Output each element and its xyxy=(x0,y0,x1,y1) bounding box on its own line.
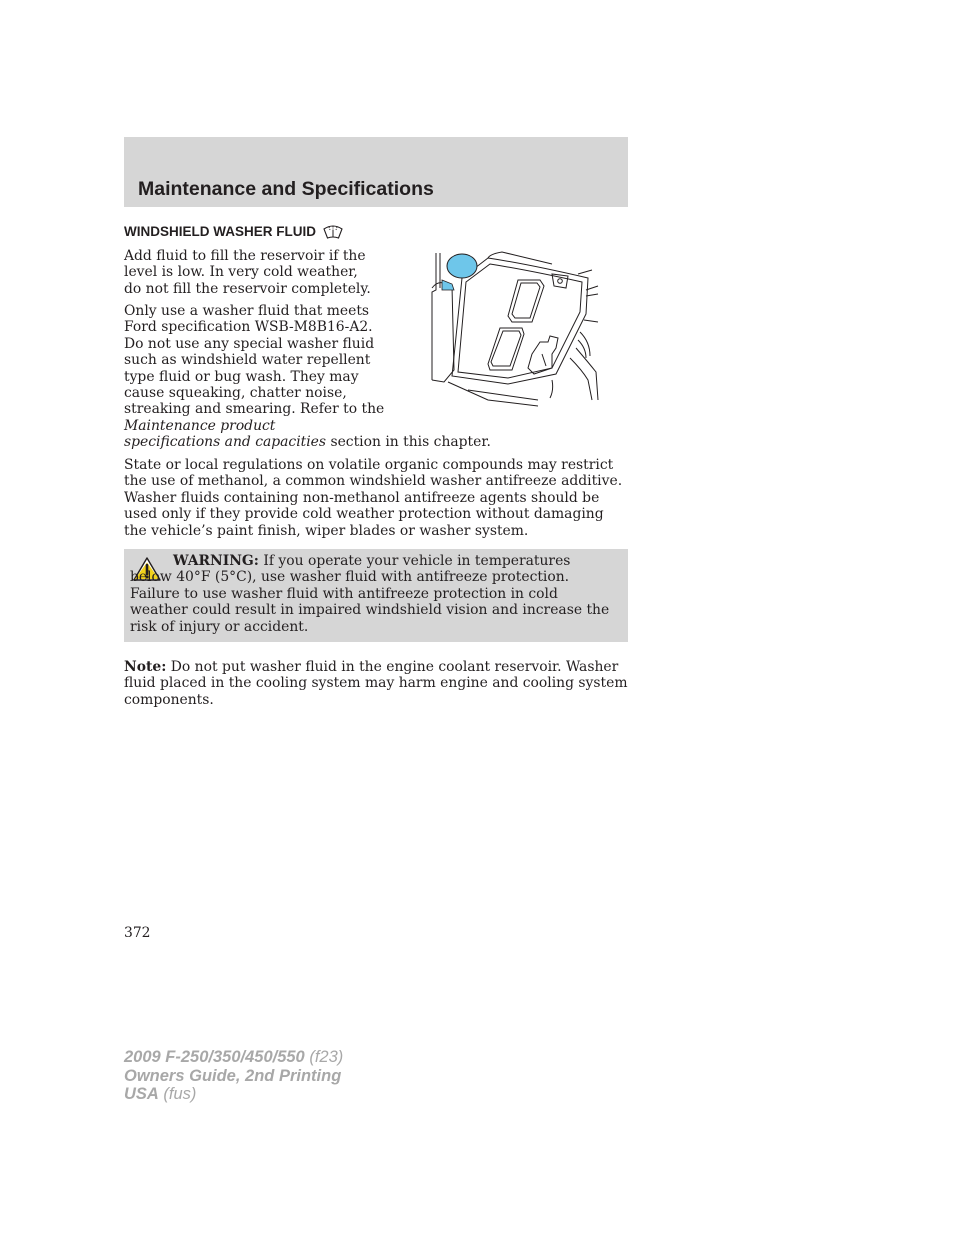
section-heading-text: WINDSHIELD WASHER FLUID xyxy=(124,223,316,239)
page-number: 372 xyxy=(124,925,151,941)
warning-box xyxy=(124,549,628,642)
page-title: Maintenance and Specifications xyxy=(138,178,434,200)
section-heading xyxy=(124,221,344,241)
regulations-paragraph: State or local regulations on volatile organic compounds may restrict the use of methanol, a common windshield washer antifreeze additive. Washer fluids containing non-methanol antifreeze agents should be used only if they provide cold weather protection without damaging the vehicle’s paint finish, wiper blades or washer system. xyxy=(124,457,623,539)
fluid-spec-paragraph: Only use a washer fluid that meets Ford specification WSB-M8B16-A2. Do not use any special washer fluid such as windshield water repellent type fluid or bug wash. They may cause squeaking, chatter noise, streaking and smearing. Refer to the Maintenance product specifications and capacities section in this chapter. xyxy=(124,303,491,451)
warning-text: WARNING: If you operate your vehicle in temperatures below 40°F (5°C), use washer fluid with antifreeze protection. Failure to use washer fluid with antifreeze protection in cold weather could result in impaired windshield vision and increase the risk of injury or accident. xyxy=(130,553,610,635)
note-label: Note: xyxy=(124,659,167,675)
reservoir-cap xyxy=(447,254,477,278)
cross-reference-link-cont: specifications and capacities xyxy=(124,434,327,451)
intro-paragraph: Add fluid to fill the reservoir if the level is low. In very cold weather, do not fill the reservoir completely. xyxy=(124,248,371,297)
footer: 2009 F-250/350/450/550 (f23) Owners Guide, 2nd Printing USA (fus) xyxy=(124,1048,344,1103)
warning-label: WARNING: xyxy=(173,553,259,569)
footer-guide: Owners Guide, 2nd Printing xyxy=(124,1066,342,1085)
cross-reference-link: Maintenance product xyxy=(124,417,276,434)
footer-model: 2009 F-250/350/450/550 xyxy=(124,1048,305,1066)
note-paragraph: Note: Do not put washer fluid in the engine coolant reservoir. Washer fluid placed in the cooling system may harm engine and cooling system components. xyxy=(124,659,628,708)
header-band xyxy=(124,137,628,207)
footer-market: USA xyxy=(124,1085,159,1103)
windshield-washer-icon xyxy=(322,222,344,240)
